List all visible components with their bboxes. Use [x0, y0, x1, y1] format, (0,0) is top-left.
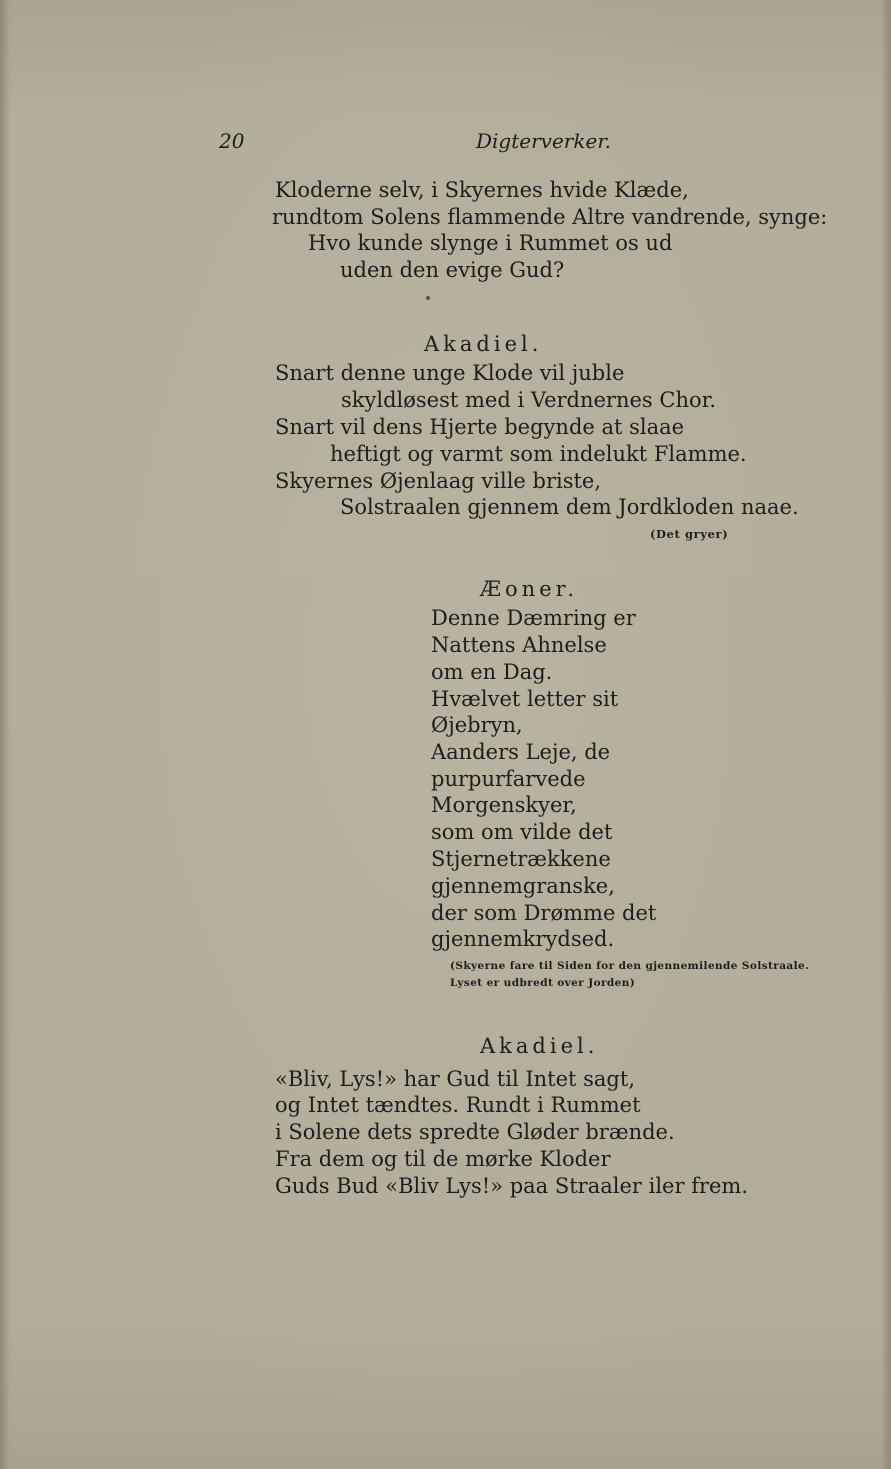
page-edge-left	[0, 0, 10, 1469]
page-number: 20	[219, 129, 245, 153]
verse-line: gjennemkrydsed.	[431, 927, 615, 951]
stage-direction: (Det gryer)	[650, 527, 729, 541]
speaker-name: Akadiel.	[424, 332, 543, 356]
running-title: Digterverker.	[476, 129, 612, 153]
stage-direction: Lyset er udbredt over Jorden)	[450, 977, 636, 989]
verse-line: Aanders Leje, de	[431, 740, 611, 764]
verse-line: Snart vil dens Hjerte begynde at slaae	[275, 415, 685, 439]
verse-line: Hvælvet letter sit	[431, 687, 619, 711]
page-edge-right	[881, 0, 891, 1469]
stage-direction: (Skyerne fare til Siden for den gjennemilende Solstraale.	[450, 960, 810, 972]
verse-line: om en Dag.	[431, 660, 553, 684]
verse-line: Øjebryn,	[431, 713, 523, 737]
verse-line: der som Drømme det	[431, 901, 657, 925]
verse-line: skyldløsest med i Verdnernes Chor.	[341, 388, 717, 412]
verse-line: Guds Bud «Bliv Lys!» paa Straaler iler frem.	[275, 1174, 749, 1198]
verse-line: rundtom Solens flammende Altre vandrende, synge:	[272, 205, 828, 229]
verse-line: gjennemgranske,	[431, 874, 615, 898]
verse-line: Fra dem og til de mørke Kloder	[275, 1147, 611, 1171]
verse-line: Solstraalen gjennem dem Jordkloden naae.	[340, 495, 799, 519]
verse-line: i Solene dets spredte Gløder brænde.	[275, 1120, 675, 1144]
verse-line: Nattens Ahnelse	[431, 633, 607, 657]
verse-line: Stjernetrækkene	[431, 847, 611, 871]
verse-line: purpurfarvede	[431, 767, 586, 791]
verse-line: som om vilde det	[431, 820, 613, 844]
verse-line: Kloderne selv, i Skyernes hvide Klæde,	[275, 178, 689, 202]
verse-line: Skyernes Øjenlaag ville briste,	[275, 469, 602, 493]
verse-line: Denne Dæmring er	[431, 606, 636, 630]
verse-line: «Bliv, Lys!» har Gud til Intet sagt,	[275, 1067, 635, 1091]
verse-line: heftigt og varmt som indelukt Flamme.	[330, 442, 747, 466]
verse-line: Hvo kunde slynge i Rummet os ud	[308, 231, 673, 255]
ornament-dot	[426, 296, 430, 300]
verse-line: uden den evige Gud?	[340, 258, 565, 282]
verse-line: Morgenskyer,	[431, 793, 577, 817]
verse-line: Snart denne unge Klode vil juble	[275, 361, 625, 385]
speaker-name: Æoner.	[480, 577, 579, 601]
verse-line: og Intet tændtes. Rundt i Rummet	[275, 1093, 641, 1117]
speaker-name: Akadiel.	[480, 1034, 599, 1058]
